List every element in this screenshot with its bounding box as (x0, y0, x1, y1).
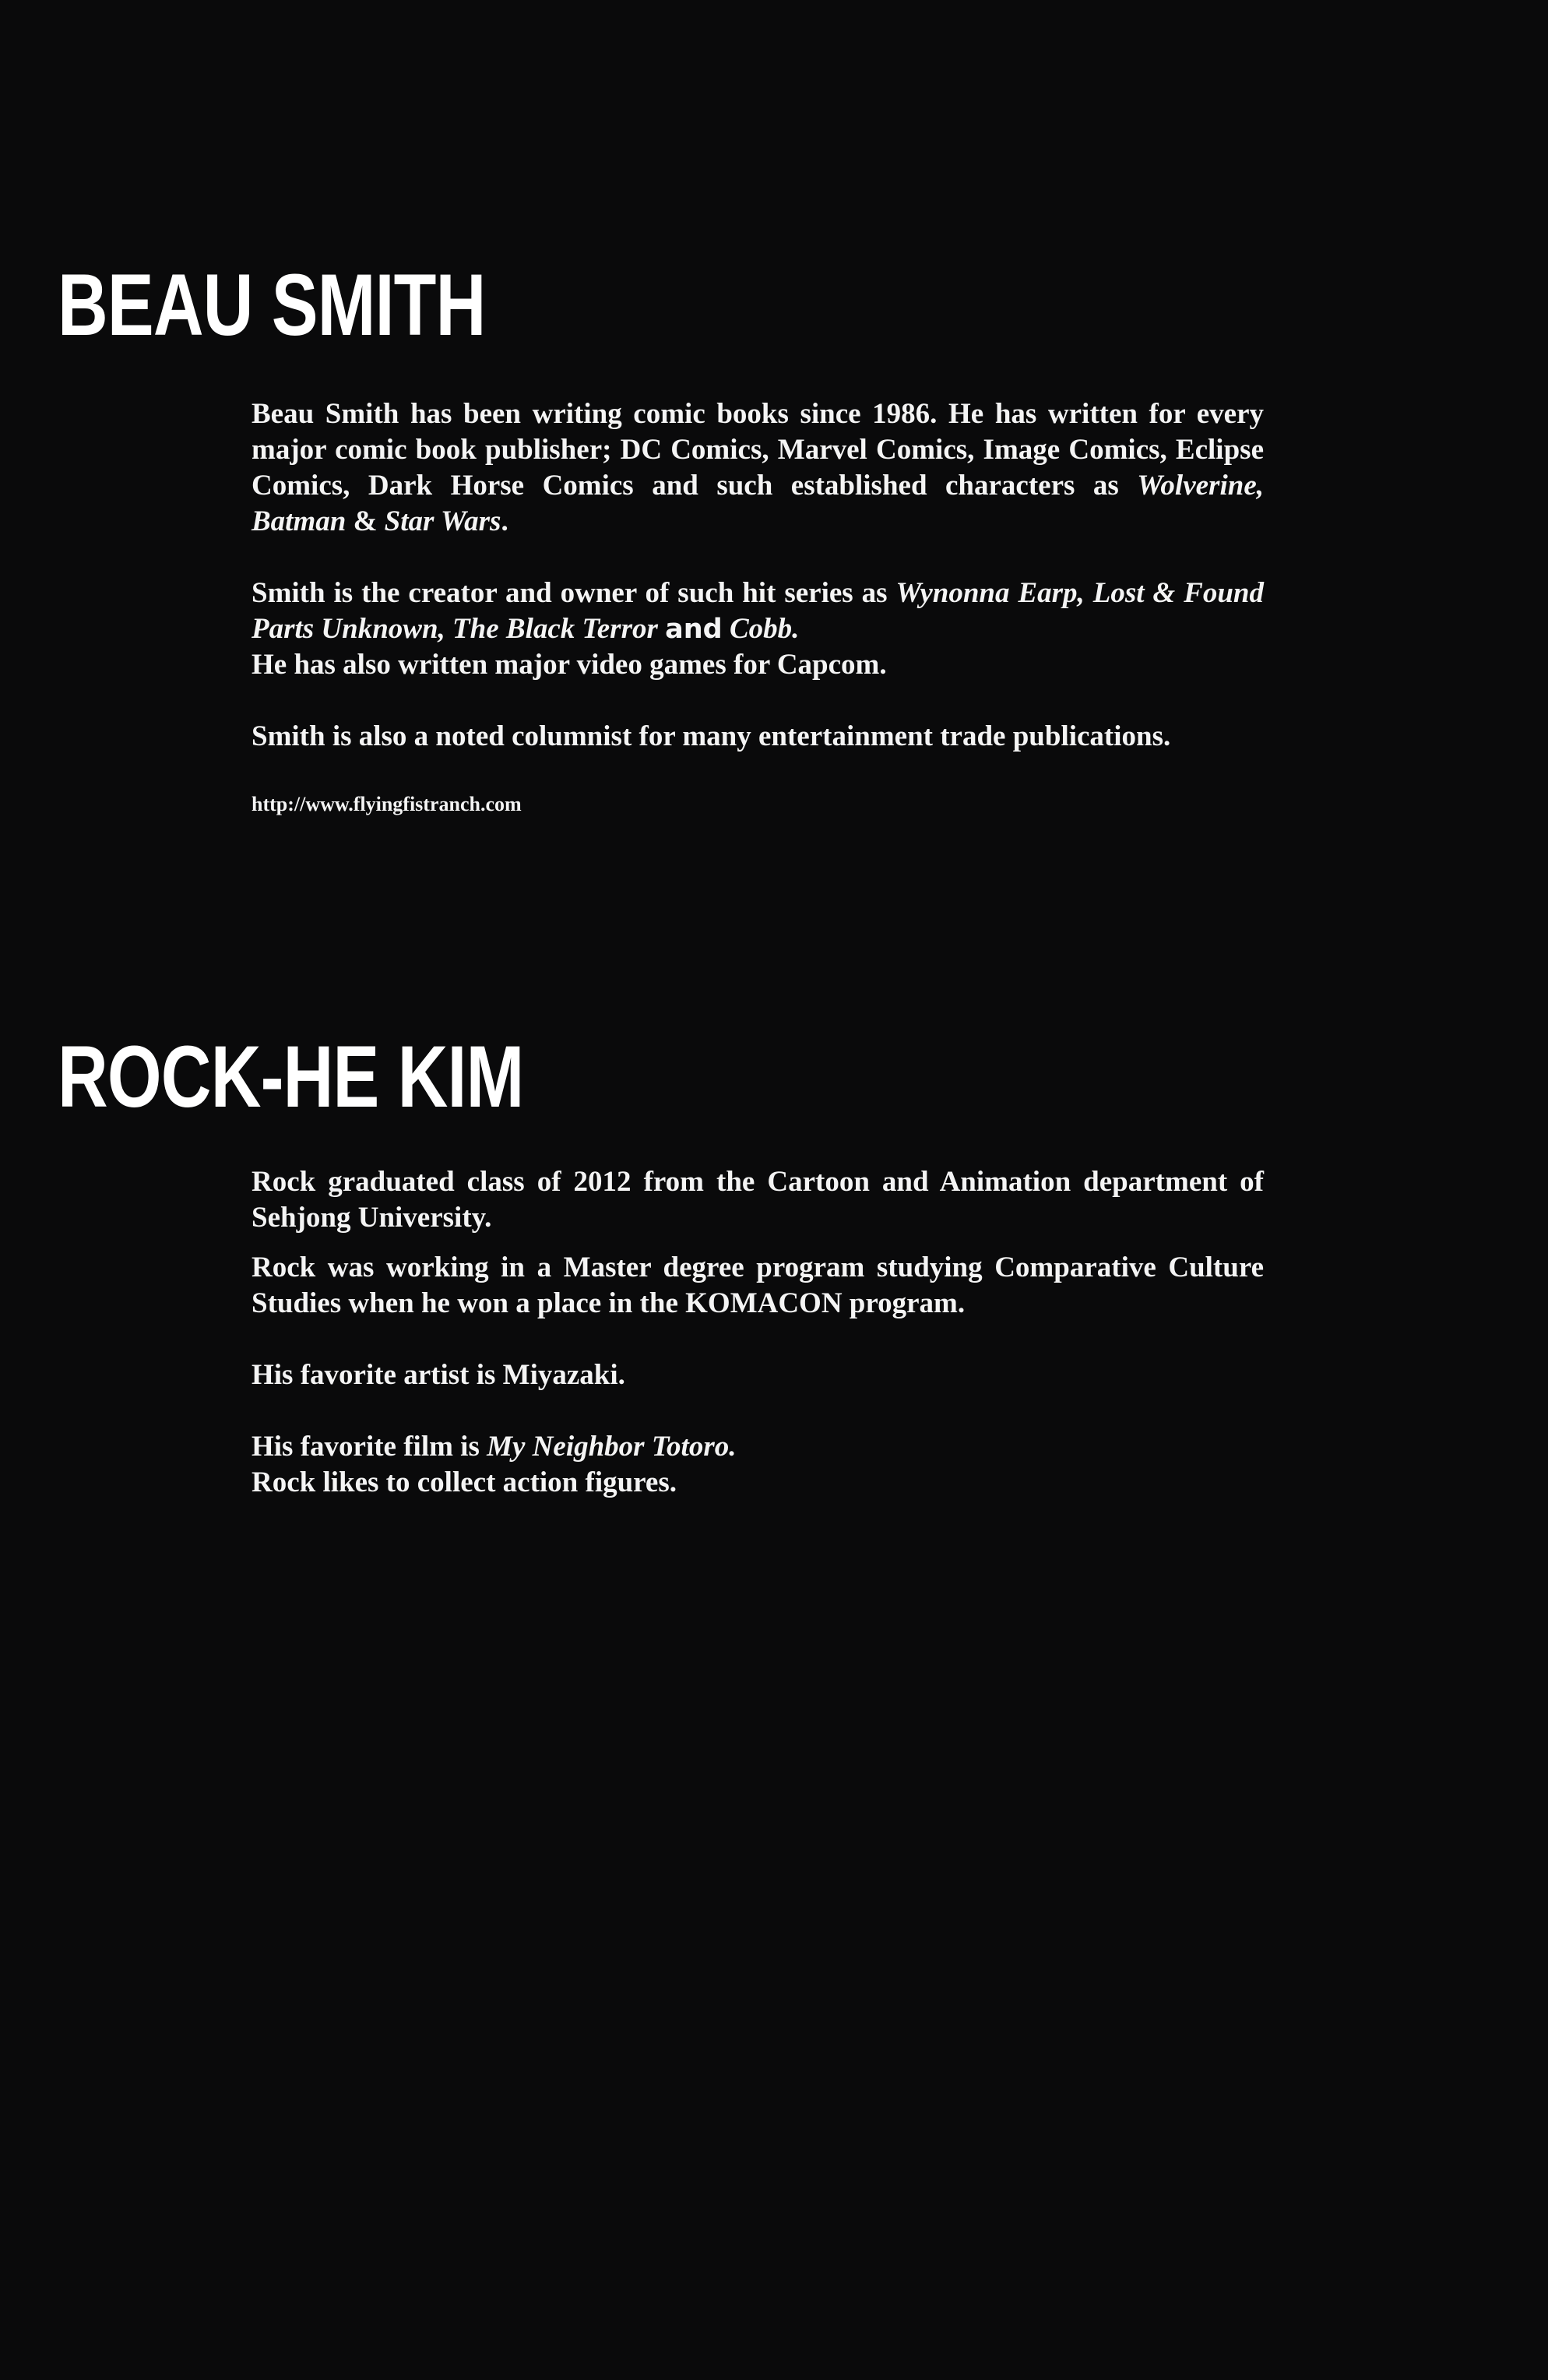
and-connector: and (665, 614, 723, 645)
rock-bio-paragraph-4 (252, 1429, 1264, 1465)
website-url[interactable]: http://www.flyingfistranch.com (252, 793, 522, 815)
rock-bio-paragraph-2: Rock was working in a Master degree program studying Comparative Culture Studies when he won a place in the KOMACON program. (252, 1252, 1264, 1319)
rock-bio-paragraph-1: Rock graduated class of 2012 from the Cartoon and Animation department of Sehjong University. (252, 1166, 1264, 1234)
work-title-wolverine: Wolverine, (1137, 470, 1264, 502)
rock-bio-paragraph-5: Rock likes to collect action figures. (252, 1466, 677, 1498)
series-title-cobb: Cobb. (729, 613, 800, 645)
beau-bio-paragraph-2 (252, 576, 1264, 647)
beau-bio-paragraph-1 (252, 396, 1264, 540)
series-titles-a: Wynonna Earp, Lost & Found Parts Unknown, The Black Terror (252, 577, 1264, 645)
period: . (501, 505, 508, 537)
beau-bio-paragraph-3: Smith is also a noted columnist for many entertainment trade publications. (252, 720, 1171, 752)
rock-he-kim-bio (252, 1164, 1264, 1501)
ampersand: & (353, 505, 378, 537)
work-title-batman: Batman (252, 505, 347, 537)
work-title-star-wars: Star Wars (384, 505, 501, 537)
film-title: My Neighbor Totoro. (487, 1431, 737, 1463)
rock-bio-paragraph-3: His favorite artist is Miyazaki. (252, 1359, 625, 1391)
beau-smith-bio (252, 396, 1264, 817)
beau-bio-p2-text: Smith is the creator and owner of such hit series as (252, 577, 896, 609)
rock-he-kim-heading: ROCK-HE KIM (58, 1028, 524, 1125)
beau-smith-heading: BEAU SMITH (58, 256, 486, 354)
beau-bio-capcom-line: He has also written major video games for Capcom. (252, 649, 887, 681)
beau-bio-p1-text: Beau Smith has been writing comic books since 1986. He has written for every major comic book publisher; DC Comics, Marvel Comics, Image Comics, Eclipse Comics, Dark Horse Comics and such established characters as (252, 398, 1264, 502)
rock-bio-film-text: His favorite film is (252, 1431, 487, 1463)
